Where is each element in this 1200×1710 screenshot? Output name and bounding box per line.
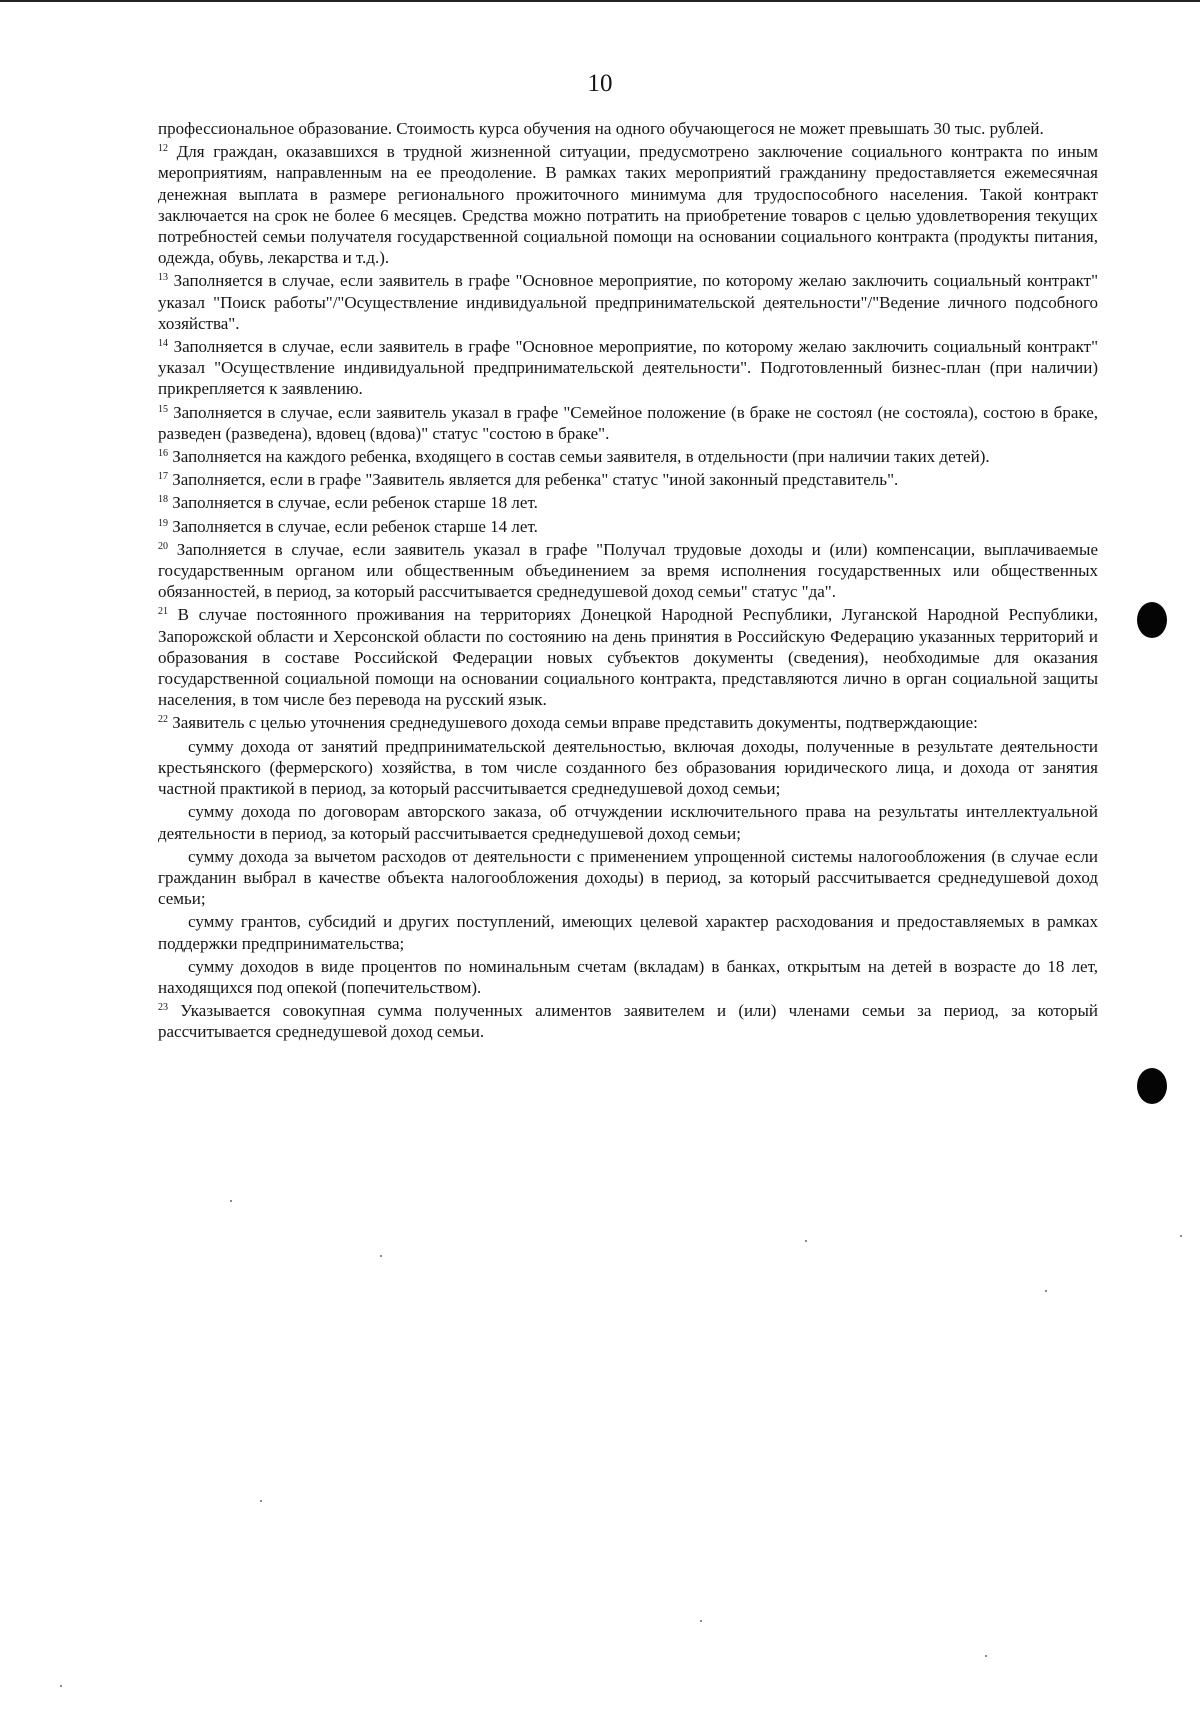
footnote-text: Заявитель с целью уточнения среднедушевого дохода семьи вправе представить документы, подтверждающие: xyxy=(172,713,978,733)
footnote-text: Заполняется на каждого ребенка, входящего в состав семьи заявителя, в отдельности (при наличии таких детей). xyxy=(172,447,990,467)
footnote-number: 12 xyxy=(158,143,168,155)
footnote-number: 17 xyxy=(158,471,168,483)
footnote-number: 15 xyxy=(158,403,168,415)
footnote-text: Заполняется, если в графе "Заявитель является для ребенка" статус "иной законный представитель". xyxy=(172,470,899,490)
footnote-number: 19 xyxy=(158,517,168,529)
footnote-text: Заполняется в случае, если ребенок старше 14 лет. xyxy=(172,516,538,536)
fn22-item: сумму дохода за вычетом расходов от деятельности с применением упрощенной системы налогообложения (в случае если гражданин выбрал в качестве объекта налогообложения доходы) в период, за который рассчитывается среднедушевой доход семьи; xyxy=(158,846,1098,909)
footnote-14 xyxy=(158,336,1098,400)
footnote-20 xyxy=(158,539,1098,603)
intro-paragraph: профессиональное образование. Стоимость курса обучения на одного обучающегося не может превышать 30 тыс. рублей. xyxy=(158,119,1044,138)
footnote-13 xyxy=(158,270,1098,334)
footnote-text: Указывается совокупная сумма полученных алиментов заявителем и (или) членами семьи за период, за который рассчитывается среднедушевой доход семьи. xyxy=(158,1001,1098,1042)
footnote-text: Заполняется в случае, если заявитель указал в графе "Получал трудовые доходы и (или) компенсации, выплачиваемые государственным органом или общественным объединением за время исполнения государственных или общественных обязанностей, в период, за который рассчитывается среднедушевой доход семьи" статус "да". xyxy=(158,539,1099,602)
binder-hole-lower xyxy=(1137,1068,1167,1104)
footnote-number: 13 xyxy=(158,272,168,284)
footnote-22 xyxy=(158,712,1098,733)
footnote-text: Для граждан, оказавшихся в трудной жизненной ситуации, предусмотрено заключение социального контракта по иным мероприятиям, направленным на ее преодоление. В рамках таких мероприятий гражданину предоставляется ежемесячная денежная выплата в размере регионального прожиточного минимума для трудоспособного населения. Такой контракт заключается на срок не более 6 месяцев. Средства можно потратить на приобретение товаров с целью удовлетворения текущих потребностей семьи получателя государственной социальной помощи на основании социального контракта (продукты питания, одежда, обувь, лекарства и т.д.). xyxy=(158,142,1099,268)
footnote-number: 21 xyxy=(158,606,168,618)
footnotes-body xyxy=(158,118,1098,1045)
fn22-item: сумму дохода по договорам авторского заказа, об отчуждении исключительного права на результаты интеллектуальной деятельности в период, за который рассчитывается среднедушевой доход семьи; xyxy=(158,802,1098,843)
scan-speck xyxy=(380,1255,382,1257)
footnote-16 xyxy=(158,446,1098,467)
footnote-number: 14 xyxy=(158,338,168,350)
footnote-text: В случае постоянного проживания на территориях Донецкой Народной Республики, Луганской Народной Республики, Запорожской области и Херсонской области по состоянию на день принятия в Российскую Федерацию указанных территорий и образования в составе Российской Федерации новых субъектов документы (сведения), необходимые для оказания государственной социальной помощи на основании социального контракта, представляются лично в орган социальной защиты населения, в том числе без перевода на русский язык. xyxy=(158,605,1099,710)
footnote-18 xyxy=(158,492,1098,513)
footnote-21 xyxy=(158,604,1098,710)
page-number: 10 xyxy=(587,70,613,97)
scan-speck xyxy=(230,1200,232,1202)
footnote-23 xyxy=(158,1000,1098,1042)
fn22-item: сумму дохода от занятий предпринимательской деятельностью, включая доходы, полученные в результате деятельности крестьянского (фермерского) хозяйства, в том числе созданного без образования юридического лица, и дохода от занятия частной практикой в период, за который рассчитывается среднедушевой доход семьи; xyxy=(158,736,1098,799)
footnote-text: Заполняется в случае, если ребенок старше 18 лет. xyxy=(172,493,538,513)
scan-speck xyxy=(260,1500,262,1502)
scan-speck xyxy=(985,1655,987,1657)
footnote-number: 22 xyxy=(158,714,168,726)
scan-speck xyxy=(700,1620,702,1622)
fn22-item: сумму грантов, субсидий и других поступлений, имеющих целевой характер расходования и предоставляемых в рамках поддержки предпринимательства; xyxy=(158,912,1098,953)
scan-speck xyxy=(805,1240,807,1242)
footnote-number: 20 xyxy=(158,540,168,552)
scan-speck xyxy=(60,1685,62,1687)
footnote-12 xyxy=(158,141,1098,268)
scan-speck xyxy=(1180,1235,1182,1237)
footnote-number: 23 xyxy=(158,1002,168,1014)
footnote-number: 16 xyxy=(158,448,168,460)
scan-speck xyxy=(1045,1290,1047,1292)
footnote-text: Заполняется в случае, если заявитель в графе "Основное мероприятие, по которому желаю заключить социальный контракт" указал "Поиск работы"/"Осуществление индивидуальной предпринимательской деятельности"/"Ведение личного подсобного хозяйства". xyxy=(158,271,1099,333)
footnote-number: 18 xyxy=(158,494,168,506)
footnote-17 xyxy=(158,469,1098,490)
footnote-text: Заполняется в случае, если заявитель в графе "Основное мероприятие, по которому желаю заключить социальный контракт" указал "Осуществление индивидуальной предпринимательской деятельности". Подготовленный бизнес-план (при наличии) прикрепляется к заявлению. xyxy=(158,337,1099,399)
fn22-item: сумму доходов в виде процентов по номинальным счетам (вкладам) в банках, открытым на детей в возрасте до 18 лет, находящихся под опекой (попечительством). xyxy=(158,956,1098,997)
footnote-text: Заполняется в случае, если заявитель указал в графе "Семейное положение (в браке не состоял (не состояла), состою в браке, разведен (разведена), вдовец (вдова)" статус "состою в браке". xyxy=(158,402,1098,443)
binder-hole-upper xyxy=(1137,602,1167,638)
scan-top-edge xyxy=(0,0,1200,2)
footnote-19 xyxy=(158,516,1098,537)
footnote-15 xyxy=(158,402,1098,444)
